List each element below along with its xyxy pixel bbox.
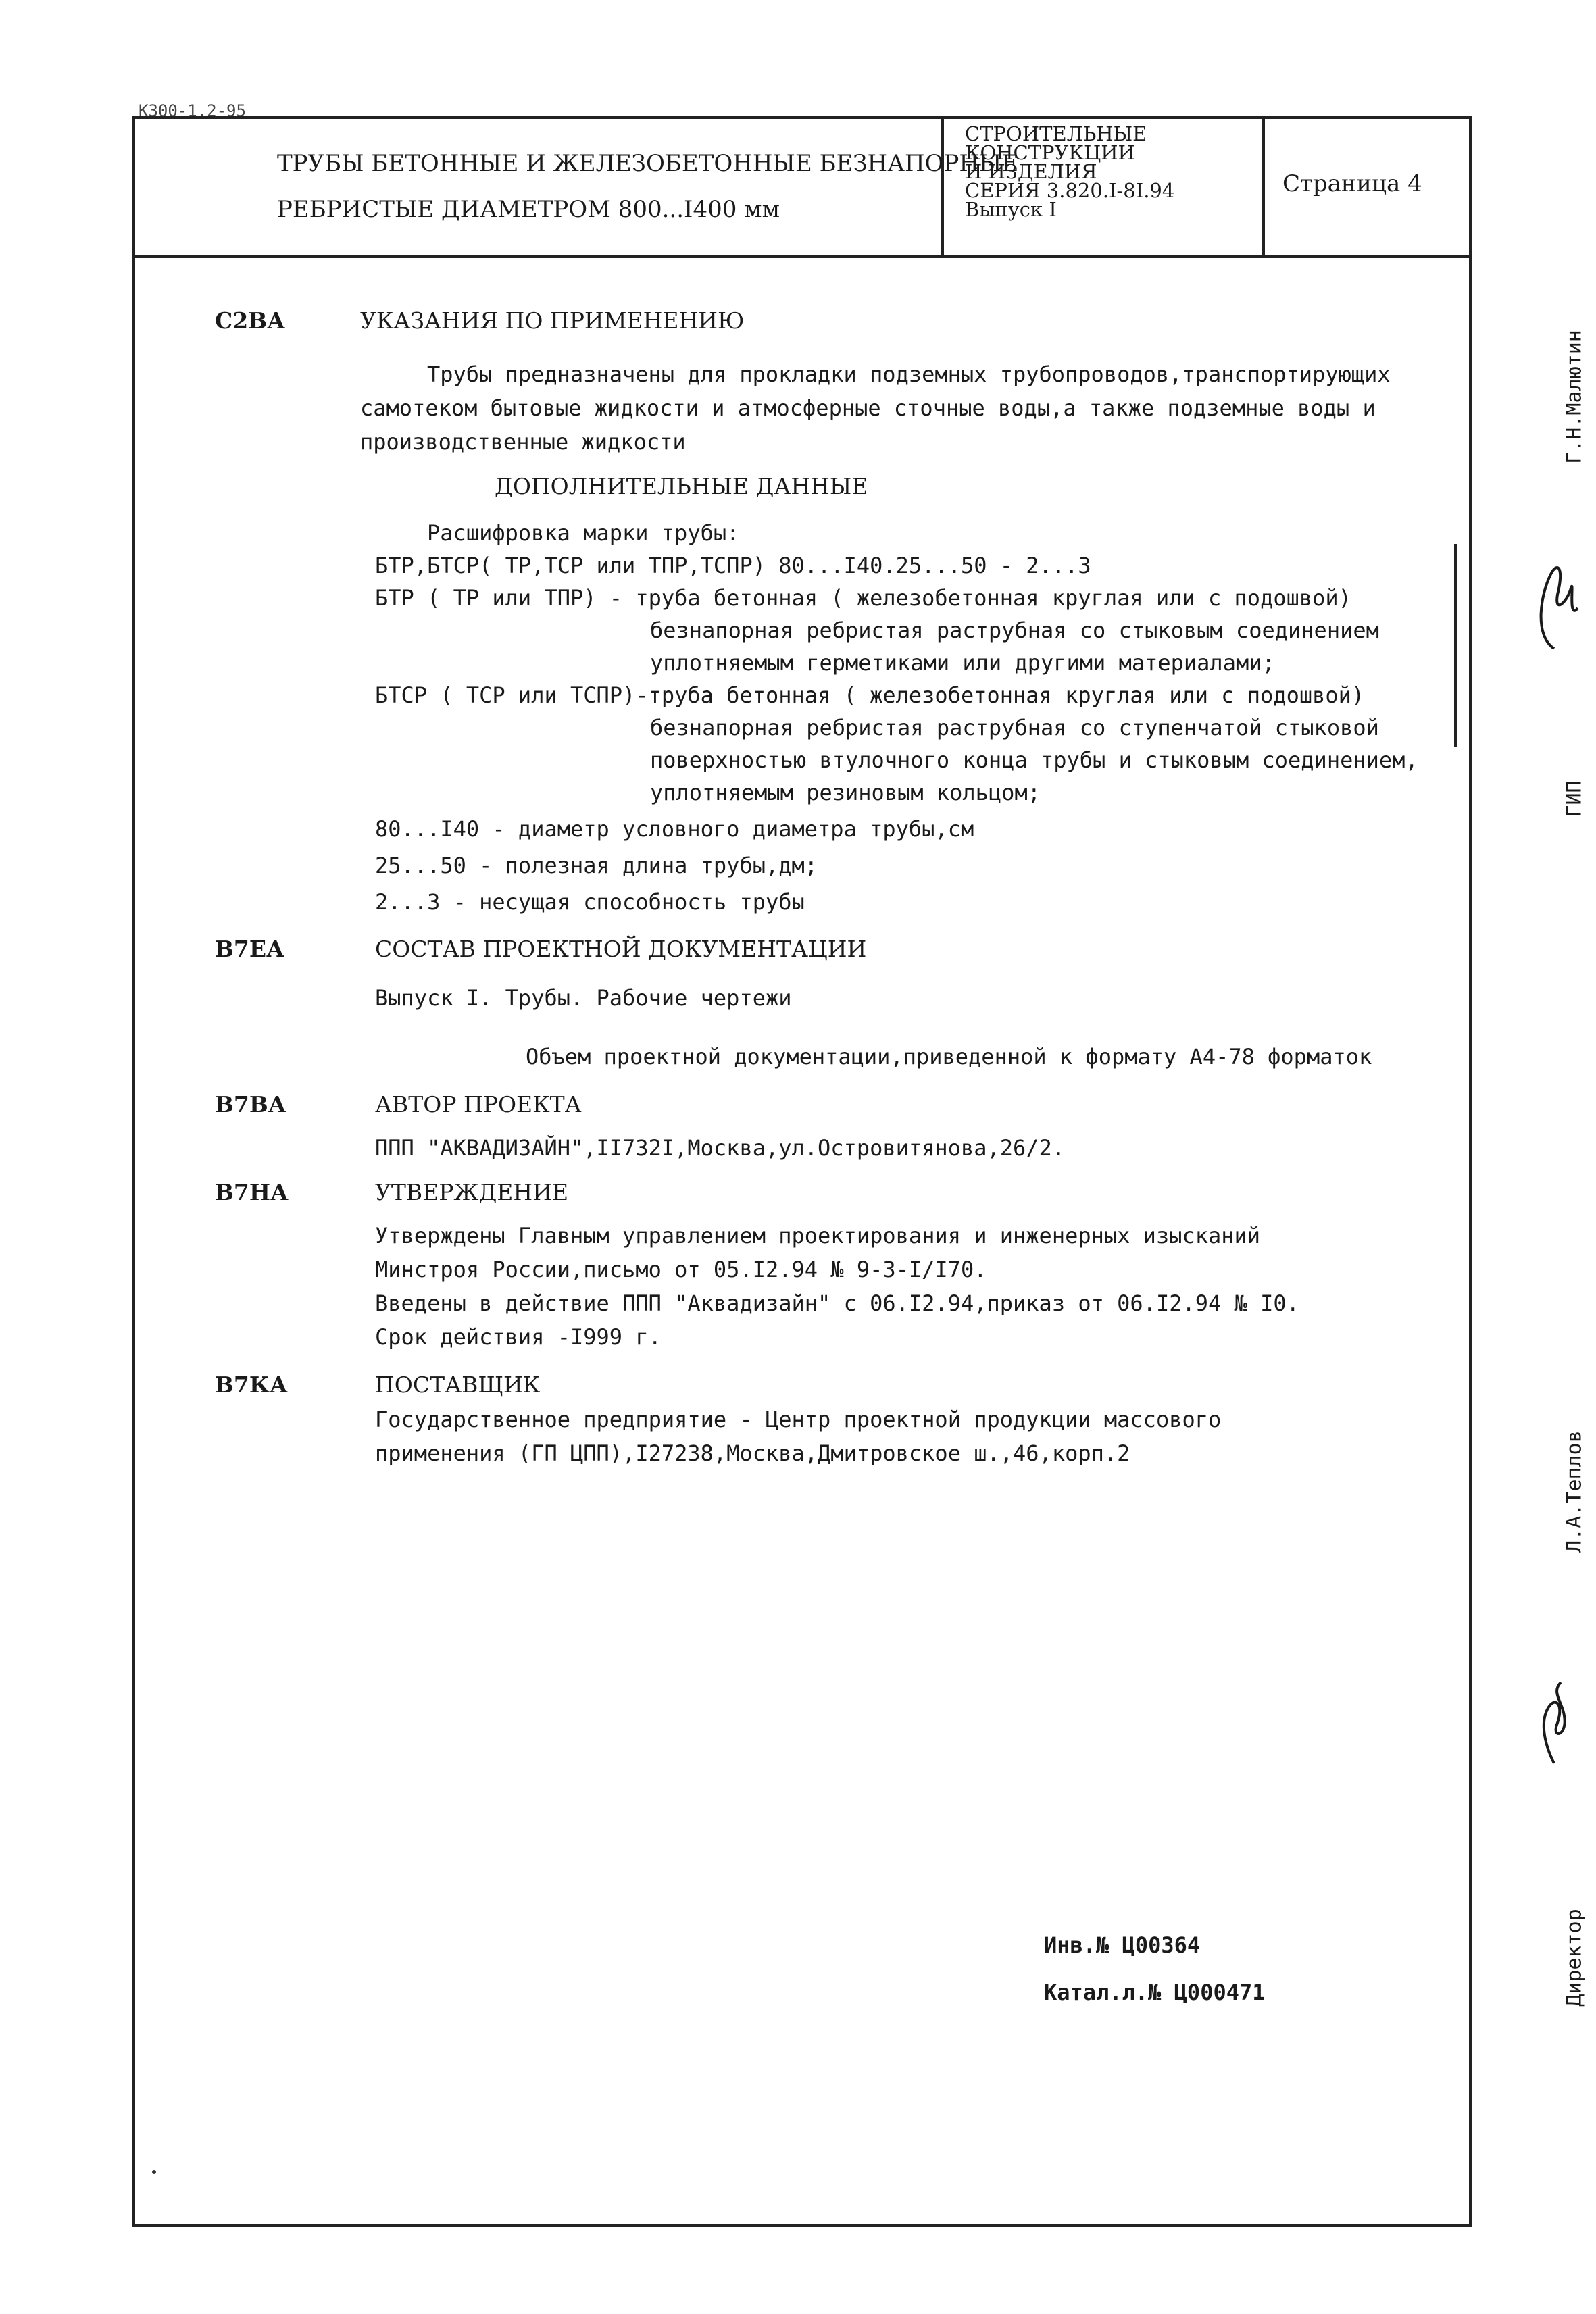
section-title: АВТОР ПРОЕКТА xyxy=(375,1091,582,1117)
text-line: безнапорная ребристая раструбная со стыковым соединением xyxy=(650,618,1379,643)
text-line: Выпуск I. Трубы. Рабочие чертежи xyxy=(375,985,792,1011)
text-line: безнапорная ребристая раструбная со ступенчатой стыковой xyxy=(650,715,1379,740)
series-line: И ИЗДЕЛИЯ xyxy=(965,160,1097,183)
document-subtitle: РЕБРИСТЫЕ ДИАМЕТРОМ 800...I400 мм xyxy=(277,196,780,223)
signer-role: ГИП xyxy=(1562,780,1587,818)
text-line: производственные жидкости xyxy=(360,429,686,455)
section-code: В7КА xyxy=(215,1372,288,1398)
section-title: ПОСТАВЩИК xyxy=(375,1372,541,1398)
text-line: Минстроя России,письмо от 05.I2.94 № 9-3-I/I70. xyxy=(375,1257,987,1282)
text-line: самотеком бытовые жидкости и атмосферные сточные воды,а также подземные воды и xyxy=(360,395,1376,421)
text-line: 2...3 - несущая способность трубы xyxy=(375,889,805,915)
text-line: Расшифровка марки трубы: xyxy=(427,520,740,546)
section-code: В7ЕА xyxy=(215,936,284,962)
text-line: Объем проектной документации,приведенной к формату А4-78 форматок xyxy=(526,1044,1372,1070)
dot-mark xyxy=(152,2170,156,2174)
text-line: БТР ( ТР или ТПР) - труба бетонная ( железобетонная круглая или с подошвой) xyxy=(375,585,1351,611)
series-line: СЕРИЯ 3.820.I-8I.94 xyxy=(965,179,1175,202)
text-line: уплотняемым резиновым кольцом; xyxy=(650,780,1041,805)
series-block xyxy=(965,124,1262,219)
series-line: КОНСТРУКЦИИ xyxy=(965,141,1135,164)
page-frame xyxy=(132,116,1472,2227)
text-line: ППП "АКВАДИЗАЙН",II732I,Москва,ул.Островитянова,26/2. xyxy=(375,1135,1066,1161)
series-line: Выпуск I xyxy=(965,198,1057,221)
title-block-divider xyxy=(941,116,944,258)
text-line: 80...I40 - диаметр условного диаметра трубы,см xyxy=(375,816,974,842)
inventory-number: Инв.№ Ц00364 xyxy=(1044,1932,1201,1958)
text-line: БТР,БТСР( ТР,ТСР или ТПР,ТСПР) 80...I40.25...50 - 2...3 xyxy=(375,553,1091,578)
section-code: В7НА xyxy=(215,1179,289,1205)
series-line: СТРОИТЕЛЬНЫЕ xyxy=(965,122,1147,145)
text-line: Утверждены Главным управлением проектирования и инженерных изысканий xyxy=(375,1223,1261,1249)
page-number: Страница 4 xyxy=(1282,170,1422,197)
section-title: ДОПОЛНИТЕЛЬНЫЕ ДАННЫЕ xyxy=(495,473,868,499)
section-code: В7ВА xyxy=(215,1091,286,1117)
text-line: Государственное предприятие - Центр проектной продукции массового xyxy=(375,1407,1222,1432)
document-title: ТРУБЫ БЕТОННЫЕ И ЖЕЛЕЗОБЕТОННЫЕ БЕЗНАПОРНЫЕ xyxy=(277,150,1019,177)
section-code: С2ВА xyxy=(215,307,285,334)
section-title: СОСТАВ ПРОЕКТНОЙ ДОКУМЕНТАЦИИ xyxy=(375,936,867,962)
margin-line xyxy=(1454,544,1457,747)
signer-role: Директор xyxy=(1562,1909,1587,2007)
text-line: БТСР ( ТСР или ТСПР)-труба бетонная ( железобетонная круглая или с подошвой) xyxy=(375,682,1365,708)
text-line: поверхностью втулочного конца трубы и стыковым соединением, xyxy=(650,747,1418,773)
document-code: КЗ00-1.2-95 xyxy=(139,101,246,120)
signer-name: Л.А.Теплов xyxy=(1562,1430,1587,1553)
title-block-divider xyxy=(1262,116,1265,258)
text-line: применения (ГП ЦПП),I27238,Москва,Дмитровское ш.,46,корп.2 xyxy=(375,1440,1130,1466)
title-block xyxy=(132,116,1472,258)
section-title: УКАЗАНИЯ ПО ПРИМЕНЕНИЮ xyxy=(360,307,745,334)
signature-icon xyxy=(1527,554,1581,655)
catalog-number: Катал.л.№ Ц000471 xyxy=(1044,1980,1266,2005)
signer-name: Г.Н.Малютин xyxy=(1562,330,1587,464)
text-line: Введены в действие ППП "Аквадизайн" с 06.I2.94,приказ от 06.I2.94 № I0. xyxy=(375,1290,1299,1316)
text-line: Трубы предназначены для прокладки подземных трубопроводов,транспортирующих xyxy=(427,361,1391,387)
text-line: уплотняемым герметиками или другими материалами; xyxy=(650,650,1275,676)
text-line: 25...50 - полезная длина трубы,дм; xyxy=(375,853,818,878)
signature-icon xyxy=(1530,1676,1578,1770)
section-title: УТВЕРЖДЕНИЕ xyxy=(375,1179,569,1205)
text-line: Срок действия -I999 г. xyxy=(375,1324,662,1350)
